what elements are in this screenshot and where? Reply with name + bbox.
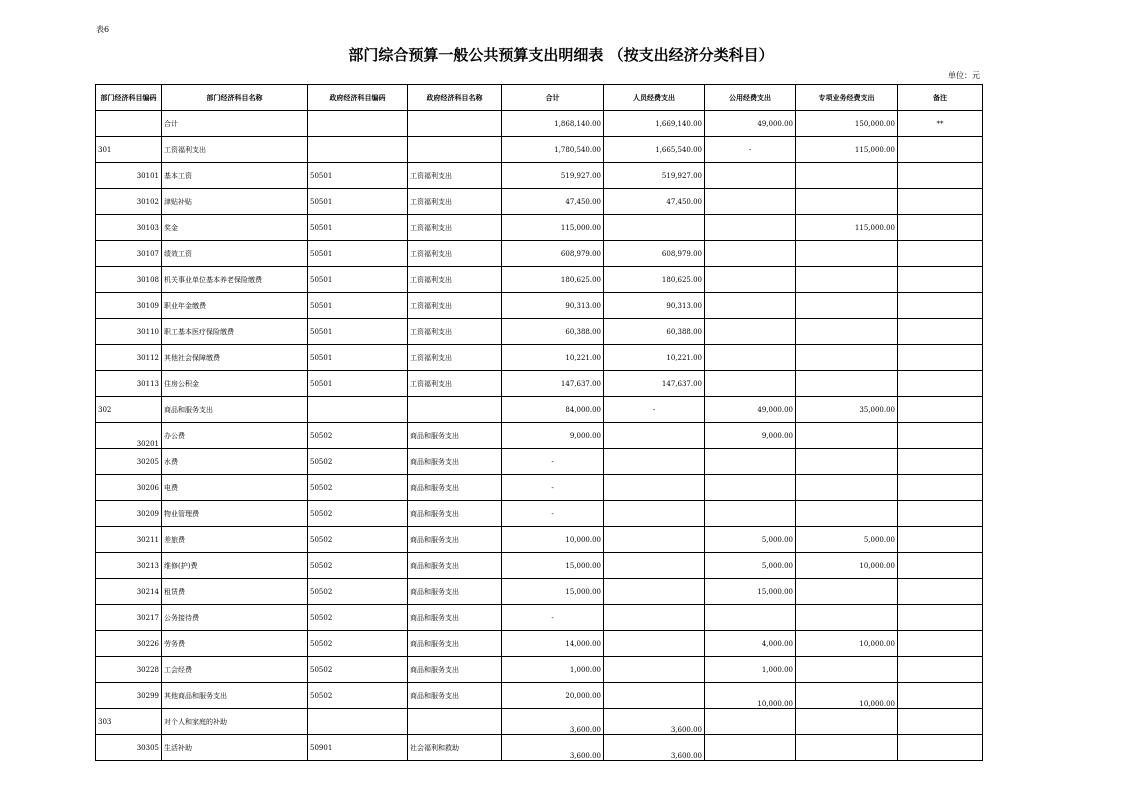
- gov-code-cell: 50501: [308, 163, 408, 189]
- column-header: 部门经济科目名称: [162, 85, 308, 111]
- dept-name-cell: 差旅费: [162, 527, 308, 553]
- dept-code-cell: 30206: [96, 475, 162, 501]
- table-row: [96, 709, 983, 735]
- note-cell: [898, 319, 983, 345]
- table-row: [96, 137, 983, 163]
- gov-code-cell: 50502: [308, 553, 408, 579]
- dept-code-cell: 30217: [96, 605, 162, 631]
- special-cell: [796, 475, 898, 501]
- table-row: [96, 579, 983, 605]
- gov-code-cell: 50502: [308, 475, 408, 501]
- note-cell: [898, 267, 983, 293]
- dept-name-cell: 基本工资: [162, 163, 308, 189]
- personnel-cell: 90,313.00: [604, 293, 705, 319]
- gov-name-cell: 工资福利支出: [408, 215, 502, 241]
- public-cell: 1,000.00: [705, 657, 796, 683]
- gov-code-cell: 50502: [308, 605, 408, 631]
- dept-code-cell: 30209: [96, 501, 162, 527]
- special-cell: [796, 293, 898, 319]
- special-cell: [796, 345, 898, 371]
- table-row: [96, 241, 983, 267]
- public-cell: [705, 449, 796, 475]
- gov-name-cell: 工资福利支出: [408, 189, 502, 215]
- personnel-cell: [604, 449, 705, 475]
- special-cell: [796, 605, 898, 631]
- page-title: 部门综合预算一般公共预算支出明细表 （按支出经济分类科目）: [348, 46, 774, 64]
- special-cell: 150,000.00: [796, 111, 898, 137]
- public-cell: [705, 267, 796, 293]
- personnel-cell: -: [604, 397, 705, 423]
- total-cell: 47,450.00: [502, 189, 604, 215]
- public-cell: 9,000.00: [705, 423, 796, 449]
- public-cell: 4,000.00: [705, 631, 796, 657]
- total-cell: 90,313.00: [502, 293, 604, 319]
- table-row: [96, 449, 983, 475]
- gov-code-cell: 50502: [308, 527, 408, 553]
- table-row: [96, 215, 983, 241]
- gov-name-cell: 商品和服务支出: [408, 579, 502, 605]
- gov-code-cell: 50501: [308, 267, 408, 293]
- note-cell: [898, 449, 983, 475]
- gov-code-cell: 50502: [308, 657, 408, 683]
- special-cell: [796, 735, 898, 761]
- gov-name-cell: 商品和服务支出: [408, 449, 502, 475]
- public-cell: [705, 605, 796, 631]
- gov-code-cell: 50502: [308, 501, 408, 527]
- public-cell: [705, 293, 796, 319]
- note-cell: [898, 579, 983, 605]
- dept-name-cell: 工会经费: [162, 657, 308, 683]
- dept-code-cell: 30109: [96, 293, 162, 319]
- dept-name-cell: 租赁费: [162, 579, 308, 605]
- note-cell: [898, 163, 983, 189]
- special-cell: [796, 423, 898, 449]
- personnel-cell: 608,979.00: [604, 241, 705, 267]
- note-cell: [898, 631, 983, 657]
- dept-name-cell: 劳务费: [162, 631, 308, 657]
- special-cell: 115,000.00: [796, 137, 898, 163]
- note-cell: **: [898, 111, 983, 137]
- total-cell: 84,000.00: [502, 397, 604, 423]
- note-cell: [898, 657, 983, 683]
- public-cell: [705, 345, 796, 371]
- note-cell: [898, 735, 983, 761]
- table-row: [96, 501, 983, 527]
- special-cell: [796, 267, 898, 293]
- personnel-cell: [604, 215, 705, 241]
- dept-code-cell: 302: [96, 397, 162, 423]
- note-cell: [898, 475, 983, 501]
- total-cell: 14,000.00: [502, 631, 604, 657]
- total-cell: -: [502, 449, 604, 475]
- table-id: 表6: [96, 25, 110, 34]
- personnel-cell: 3,600.00: [604, 735, 705, 761]
- column-header: 政府经济科目编码: [308, 85, 408, 111]
- gov-code-cell: 50501: [308, 189, 408, 215]
- special-cell: [796, 319, 898, 345]
- gov-name-cell: 工资福利支出: [408, 319, 502, 345]
- note-cell: [898, 709, 983, 735]
- dept-name-cell: 机关事业单位基本养老保险缴费: [162, 267, 308, 293]
- special-cell: [796, 657, 898, 683]
- gov-code-cell: [308, 111, 408, 137]
- special-cell: 10,000.00: [796, 683, 898, 709]
- personnel-cell: 47,450.00: [604, 189, 705, 215]
- public-cell: [705, 215, 796, 241]
- gov-code-cell: 50501: [308, 345, 408, 371]
- note-cell: [898, 423, 983, 449]
- dept-code-cell: 30110: [96, 319, 162, 345]
- dept-code-cell: 30211: [96, 527, 162, 553]
- gov-name-cell: 工资福利支出: [408, 371, 502, 397]
- public-cell: [705, 475, 796, 501]
- table-row: [96, 345, 983, 371]
- dept-name-cell: 其他社会保障缴费: [162, 345, 308, 371]
- public-cell: 49,000.00: [705, 111, 796, 137]
- column-header: 备注: [898, 85, 983, 111]
- public-cell: [705, 189, 796, 215]
- special-cell: [796, 163, 898, 189]
- public-cell: 5,000.00: [705, 553, 796, 579]
- dept-code-cell: 30214: [96, 579, 162, 605]
- dept-code-cell: 30112: [96, 345, 162, 371]
- dept-code-cell: 30102: [96, 189, 162, 215]
- special-cell: [796, 241, 898, 267]
- personnel-cell: [604, 423, 705, 449]
- personnel-cell: 180,625.00: [604, 267, 705, 293]
- public-cell: [705, 709, 796, 735]
- gov-name-cell: 商品和服务支出: [408, 475, 502, 501]
- personnel-cell: [604, 475, 705, 501]
- personnel-cell: 10,221.00: [604, 345, 705, 371]
- table-row: [96, 189, 983, 215]
- dept-code-cell: 303: [96, 709, 162, 735]
- public-cell: [705, 241, 796, 267]
- personnel-cell: [604, 527, 705, 553]
- dept-name-cell: 奖金: [162, 215, 308, 241]
- table-row: [96, 319, 983, 345]
- gov-code-cell: [308, 709, 408, 735]
- gov-name-cell: 工资福利支出: [408, 163, 502, 189]
- dept-code-cell: 30299: [96, 683, 162, 709]
- public-cell: 49,000.00: [705, 397, 796, 423]
- unit-label: 单位：元: [948, 71, 980, 80]
- gov-code-cell: 50502: [308, 579, 408, 605]
- personnel-cell: [604, 553, 705, 579]
- column-header: 部门经济科目编码: [96, 85, 162, 111]
- personnel-cell: [604, 631, 705, 657]
- gov-name-cell: 商品和服务支出: [408, 631, 502, 657]
- gov-code-cell: [308, 137, 408, 163]
- dept-code-cell: 30103: [96, 215, 162, 241]
- gov-name-cell: 商品和服务支出: [408, 423, 502, 449]
- gov-name-cell: 商品和服务支出: [408, 605, 502, 631]
- total-cell: 10,221.00: [502, 345, 604, 371]
- table-header-row: [96, 85, 983, 111]
- dept-code-cell: 30228: [96, 657, 162, 683]
- table-row: [96, 267, 983, 293]
- public-cell: [705, 319, 796, 345]
- gov-name-cell: 工资福利支出: [408, 267, 502, 293]
- public-cell: 15,000.00: [705, 579, 796, 605]
- total-cell: 519,927.00: [502, 163, 604, 189]
- dept-code-cell: 30226: [96, 631, 162, 657]
- expenditure-table: [95, 84, 983, 761]
- personnel-cell: 1,665,540.00: [604, 137, 705, 163]
- gov-name-cell: 商品和服务支出: [408, 553, 502, 579]
- special-cell: [796, 579, 898, 605]
- special-cell: [796, 709, 898, 735]
- dept-name-cell: 职工基本医疗保险缴费: [162, 319, 308, 345]
- table-row: [96, 553, 983, 579]
- column-header: 公用经费支出: [705, 85, 796, 111]
- note-cell: [898, 371, 983, 397]
- personnel-cell: 3,600.00: [604, 709, 705, 735]
- total-cell: 20,000.00: [502, 683, 604, 709]
- dept-code-cell: 30101: [96, 163, 162, 189]
- special-cell: 10,000.00: [796, 631, 898, 657]
- special-cell: 35,000.00: [796, 397, 898, 423]
- dept-code-cell: 30201: [96, 423, 162, 449]
- gov-name-cell: [408, 397, 502, 423]
- note-cell: [898, 293, 983, 319]
- public-cell: [705, 501, 796, 527]
- dept-code-cell: 30108: [96, 267, 162, 293]
- gov-name-cell: 商品和服务支出: [408, 527, 502, 553]
- dept-code-cell: 30113: [96, 371, 162, 397]
- table-row: [96, 423, 983, 449]
- gov-name-cell: 工资福利支出: [408, 293, 502, 319]
- column-header: 政府经济科目名称: [408, 85, 502, 111]
- column-header: 人员经费支出: [604, 85, 705, 111]
- gov-name-cell: [408, 111, 502, 137]
- personnel-cell: [604, 683, 705, 709]
- dept-code-cell: [96, 111, 162, 137]
- dept-name-cell: 物业管理费: [162, 501, 308, 527]
- total-cell: 1,780,540.00: [502, 137, 604, 163]
- note-cell: [898, 345, 983, 371]
- dept-name-cell: 商品和服务支出: [162, 397, 308, 423]
- note-cell: [898, 215, 983, 241]
- table-row: [96, 657, 983, 683]
- dept-name-cell: 对个人和家庭的补助: [162, 709, 308, 735]
- note-cell: [898, 397, 983, 423]
- total-cell: 15,000.00: [502, 579, 604, 605]
- dept-name-cell: 住房公积金: [162, 371, 308, 397]
- note-cell: [898, 553, 983, 579]
- total-cell: 3,600.00: [502, 709, 604, 735]
- table-row: [96, 163, 983, 189]
- gov-code-cell: 50502: [308, 449, 408, 475]
- dept-code-cell: 301: [96, 137, 162, 163]
- dept-name-cell: 电费: [162, 475, 308, 501]
- special-cell: 5,000.00: [796, 527, 898, 553]
- total-cell: 147,637.00: [502, 371, 604, 397]
- gov-code-cell: 50501: [308, 371, 408, 397]
- dept-name-cell: 维修(护)费: [162, 553, 308, 579]
- special-cell: 115,000.00: [796, 215, 898, 241]
- personnel-cell: 519,927.00: [604, 163, 705, 189]
- dept-name-cell: 津贴补贴: [162, 189, 308, 215]
- public-cell: [705, 163, 796, 189]
- note-cell: [898, 501, 983, 527]
- total-cell: 15,000.00: [502, 553, 604, 579]
- note-cell: [898, 683, 983, 709]
- total-cell: 60,388.00: [502, 319, 604, 345]
- special-cell: [796, 449, 898, 475]
- total-cell: 608,979.00: [502, 241, 604, 267]
- note-cell: [898, 137, 983, 163]
- total-cell: 1,000.00: [502, 657, 604, 683]
- gov-name-cell: 社会福利和救助: [408, 735, 502, 761]
- total-cell: -: [502, 605, 604, 631]
- dept-code-cell: 30107: [96, 241, 162, 267]
- personnel-cell: [604, 501, 705, 527]
- special-cell: [796, 371, 898, 397]
- public-cell: 5,000.00: [705, 527, 796, 553]
- gov-code-cell: 50502: [308, 423, 408, 449]
- total-cell: 1,868,140.00: [502, 111, 604, 137]
- dept-name-cell: 公务接待费: [162, 605, 308, 631]
- column-header: 专项业务经费支出: [796, 85, 898, 111]
- public-cell: -: [705, 137, 796, 163]
- table-row: [96, 475, 983, 501]
- dept-name-cell: 水费: [162, 449, 308, 475]
- gov-name-cell: [408, 709, 502, 735]
- dept-code-cell: 30205: [96, 449, 162, 475]
- dept-name-cell: 职业年金缴费: [162, 293, 308, 319]
- public-cell: [705, 735, 796, 761]
- table-row: [96, 293, 983, 319]
- dept-name-cell: 工资福利支出: [162, 137, 308, 163]
- dept-name-cell: 合计: [162, 111, 308, 137]
- gov-code-cell: 50501: [308, 293, 408, 319]
- public-cell: 10,000.00: [705, 683, 796, 709]
- gov-name-cell: [408, 137, 502, 163]
- gov-name-cell: 商品和服务支出: [408, 657, 502, 683]
- table-row: [96, 683, 983, 709]
- gov-code-cell: 50501: [308, 241, 408, 267]
- total-cell: -: [502, 475, 604, 501]
- personnel-cell: [604, 657, 705, 683]
- total-cell: 180,625.00: [502, 267, 604, 293]
- personnel-cell: [604, 579, 705, 605]
- gov-name-cell: 工资福利支出: [408, 345, 502, 371]
- table-row: [96, 397, 983, 423]
- personnel-cell: [604, 605, 705, 631]
- table-body: [96, 111, 983, 761]
- total-cell: 115,000.00: [502, 215, 604, 241]
- table-row: [96, 371, 983, 397]
- special-cell: [796, 189, 898, 215]
- gov-code-cell: [308, 397, 408, 423]
- table-row: [96, 605, 983, 631]
- note-cell: [898, 527, 983, 553]
- total-cell: 3,600.00: [502, 735, 604, 761]
- gov-name-cell: 工资福利支出: [408, 241, 502, 267]
- personnel-cell: 1,669,140.00: [604, 111, 705, 137]
- total-cell: 9,000.00: [502, 423, 604, 449]
- special-cell: 10,000.00: [796, 553, 898, 579]
- gov-code-cell: 50501: [308, 215, 408, 241]
- column-header: 合计: [502, 85, 604, 111]
- gov-code-cell: 50502: [308, 683, 408, 709]
- dept-name-cell: 生活补助: [162, 735, 308, 761]
- total-cell: 10,000.00: [502, 527, 604, 553]
- gov-code-cell: 50502: [308, 631, 408, 657]
- dept-name-cell: 办公费: [162, 423, 308, 449]
- total-cell: -: [502, 501, 604, 527]
- table-row: [96, 631, 983, 657]
- note-cell: [898, 189, 983, 215]
- gov-code-cell: 50501: [308, 319, 408, 345]
- personnel-cell: 147,637.00: [604, 371, 705, 397]
- dept-code-cell: 30305: [96, 735, 162, 761]
- gov-code-cell: 50901: [308, 735, 408, 761]
- table-row: [96, 735, 983, 761]
- note-cell: [898, 605, 983, 631]
- personnel-cell: 60,388.00: [604, 319, 705, 345]
- dept-code-cell: 30213: [96, 553, 162, 579]
- gov-name-cell: 商品和服务支出: [408, 683, 502, 709]
- table-row: [96, 111, 983, 137]
- table-row: [96, 527, 983, 553]
- gov-name-cell: 商品和服务支出: [408, 501, 502, 527]
- note-cell: [898, 241, 983, 267]
- special-cell: [796, 501, 898, 527]
- dept-name-cell: 绩效工资: [162, 241, 308, 267]
- dept-name-cell: 其他商品和服务支出: [162, 683, 308, 709]
- public-cell: [705, 371, 796, 397]
